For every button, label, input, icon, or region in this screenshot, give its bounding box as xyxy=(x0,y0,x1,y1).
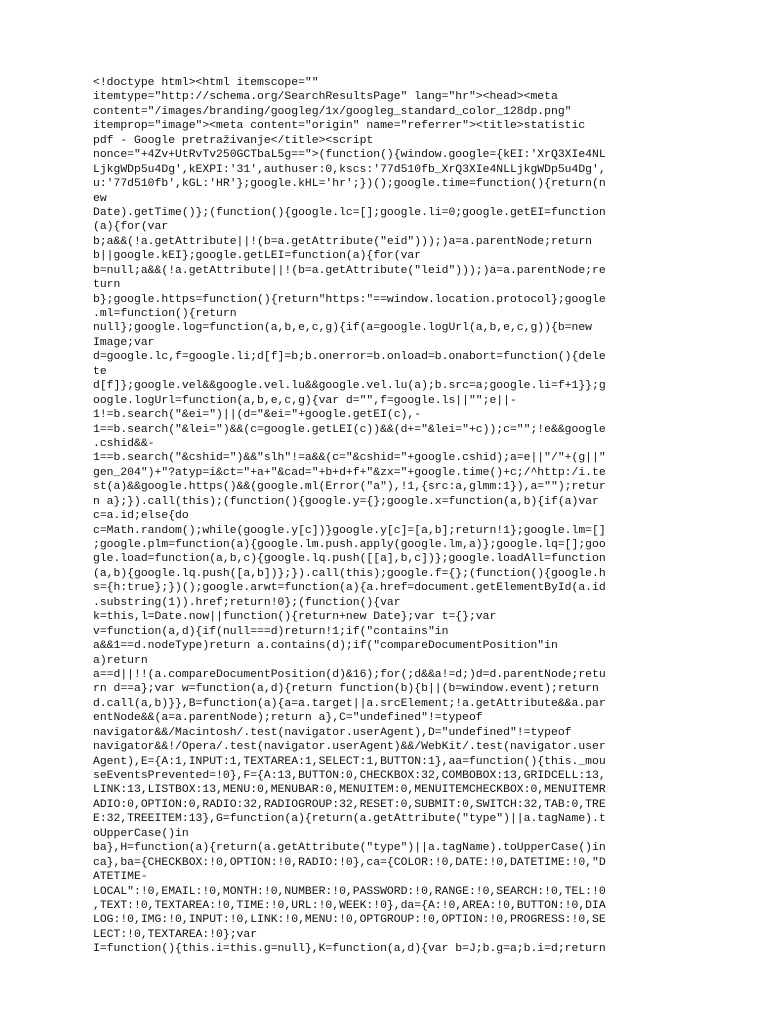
code-line: pdf - Google pretraživanje</title><script xyxy=(93,134,374,147)
code-line: te xyxy=(93,365,107,378)
code-line: seEventsPrevented=!0},F={A:13,BUTTON:0,CHECKBOX:32,COMBOBOX:13,GRIDCELL:13, xyxy=(93,770,606,782)
code-line: 1==b.search("&cshid=")&&"slh"!=a&&(c="&cshid="+google.cshid);a=e||"/"+(g||" xyxy=(93,452,606,465)
code-line: navigator&&/Macintosh/.test(navigator.userAgent),D="undefined"!=typeof xyxy=(93,726,572,739)
code-line: b||google.kEI};google.getLEI=function(a){for(var xyxy=(93,250,422,263)
code-line: (a,b){google.lq.push([a,b])};}).call(this);google.f={};(function(){google.h xyxy=(93,567,606,580)
code-line: itemprop="image"><meta content="origin" name="referrer"><title>statistic xyxy=(93,120,586,133)
code-line: ba},H=function(a){return(a.getAttribute("type")||a.tagName).toUpperCase()in xyxy=(93,842,606,855)
code-line: <!doctype html><html itemscope="" xyxy=(93,77,319,89)
code-line: gen_204")+"?atyp=i&ct="+a+"&cad="+b+d+f+"&zx="+google.time()+c;/^http:/i.te xyxy=(93,466,606,479)
code-line: LjkgWDp5u4Dg',kEXPI:'31',authuser:0,kscs:'77d510fb_XrQ3XIe4NLLjkgWDp5u4Dg', xyxy=(93,163,606,176)
code-line: .cshid&&- xyxy=(93,437,155,450)
code-line: d[f]};google.vel&&google.vel.lu&&google.vel.lu(a);b.src=a;google.li=f+1}};g xyxy=(93,380,606,393)
code-line: 1==b.search("&lei=")&&(c=google.getLEI(c))&&(d+="&lei="+c));c="";!e&&google xyxy=(93,423,606,436)
code-line: ew xyxy=(93,192,107,205)
code-line: Image;var xyxy=(93,336,155,349)
code-line: turn xyxy=(93,279,121,292)
code-line: E:32,TREEITEM:13},G=function(a){return(a.getAttribute("type")||a.tagName).t xyxy=(93,813,606,826)
code-line: nonce="+4Zv+UtRvTv250GCTbaL5g==">(function(){window.google={kEI:'XrQ3XIe4NL xyxy=(93,149,606,162)
code-line: gle.load=function(a,b,c){google.lq.push([[a],b,c])};google.loadAll=function xyxy=(93,553,606,566)
document-page xyxy=(93,76,683,957)
code-line: content="/images/branding/googleg/1x/googleg_standard_color_128dp.png" xyxy=(93,105,572,118)
code-line: oUpperCase()in xyxy=(93,827,189,840)
code-line: LOG:!0,IMG:!0,INPUT:!0,LINK:!0,MENU:!0,OPTGROUP:!0,OPTION:!0,PROGRESS:!0,SE xyxy=(93,914,606,927)
code-line: ADIO:0,OPTION:0,RADIO:32,RADIOGROUP:32,RESET:0,SUBMIT:0,SWITCH:32,TAB:0,TRE xyxy=(93,798,606,811)
code-line: b=null;a&&(!a.getAttribute||!(b=a.getAttribute("leid")));)a=a.parentNode;re xyxy=(93,264,606,277)
code-line: LOCAL":!0,EMAIL:!0,MONTH:!0,NUMBER:!0,PASSWORD:!0,RANGE:!0,SEARCH:!0,TEL:!0 xyxy=(93,885,606,898)
code-line: (a){for(var xyxy=(93,221,169,234)
code-line: k=this,l=Date.now||function(){return+new Date};var t={};var xyxy=(93,611,497,624)
code-line: st(a)&&google.https()&&(google.ml(Error("a"),!1,{src:a,glmm:1}),a="");retur xyxy=(93,481,606,494)
code-line: ATETIME- xyxy=(93,871,148,884)
code-line: a&&1==d.nodeType)return a.contains(d);if("compareDocumentPosition"in xyxy=(93,640,558,653)
code-line: Date).getTime()};(function(){google.lc=[];google.li=0;google.getEI=function xyxy=(93,206,606,219)
code-line: LECT:!0,TEXTAREA:!0};var xyxy=(93,928,258,941)
code-line: itemtype="http://schema.org/SearchResultsPage" lang="hr"><head><meta xyxy=(93,91,558,104)
code-line: oogle.logUrl=function(a,b,e,c,g){var d="",f=google.ls||"";e||- xyxy=(93,394,517,407)
code-line: u:'77d510fb',kGL:'HR'};google.kHL='hr';})();google.time=function(){return(n xyxy=(93,178,606,191)
code-line: a)return xyxy=(93,654,148,667)
code-line: navigator&&!/Opera/.test(navigator.userAgent)&&/WebKit/.test(navigator.user xyxy=(93,741,606,754)
code-line: entNode&&(a=a.parentNode);return a},C="undefined"!=typeof xyxy=(93,712,483,725)
code-line: b;a&&(!a.getAttribute||!(b=a.getAttribute("eid")));)a=a.parentNode;return xyxy=(93,235,592,248)
code-line: ca},ba={CHECKBOX:!0,OPTION:!0,RADIO:!0},ca={COLOR:!0,DATE:!0,DATETIME:!0,"D xyxy=(93,856,606,869)
code-line: ;google.plm=function(a){google.lm.push.apply(google.lm,a)};google.lq=[];goo xyxy=(93,539,606,551)
code-line: b};google.https=function(){return"https:"==window.location.protocol};google xyxy=(93,293,606,306)
code-line: v=function(a,d){if(null===d)return!1;if("contains"in xyxy=(93,625,449,638)
code-line: d.call(a,b)}},B=function(a){a=a.target||a.srcElement;!a.getAttribute&&a.par xyxy=(93,697,606,710)
code-line: ,TEXT:!0,TEXTAREA:!0,TIME:!0,URL:!0,WEEK:!0},da={A:!0,AREA:!0,BUTTON:!0,DIA xyxy=(93,899,606,912)
code-line: .substring(1)).href;return!0};(function(){var xyxy=(93,596,401,609)
code-line: 1!=b.search("&ei=")||(d="&ei="+google.getEI(c),- xyxy=(93,409,422,422)
code-line: d=google.lc,f=google.li;d[f]=b;b.onerror=b.onload=b.onabort=function(){dele xyxy=(93,351,606,364)
code-line: LINK:13,LISTBOX:13,MENU:0,MENUBAR:0,MENUITEM:0,MENUITEMCHECKBOX:0,MENUITEMR xyxy=(93,784,606,797)
code-line: rn d==a};var w=function(a,d){return function(b){b||(b=window.event);return xyxy=(93,683,599,696)
code-line: Agent),E={A:1,INPUT:1,TEXTAREA:1,SELECT:1,BUTTON:1},aa=function(){this._mou xyxy=(93,755,606,768)
code-line: s={h:true};})();google.arwt=function(a){a.href=document.getElementById(a.id xyxy=(93,582,606,595)
code-line: I=function(){this.i=this.g=null},K=function(a,d){var b=J;b.g=a;b.i=d;return xyxy=(93,943,606,956)
code-line: c=Math.random();while(google.y[c])}google.y[c]=[a,b];return!1};google.lm=[] xyxy=(93,524,606,537)
code-line: a==d||!!(a.compareDocumentPosition(d)&16);for(;d&&a!=d;)d=d.parentNode;retu xyxy=(93,668,606,681)
code-line: null};google.log=function(a,b,e,c,g){if(a=google.logUrl(a,b,e,c,g)){b=new xyxy=(93,322,592,335)
code-line: c=a.id;else{do xyxy=(93,510,189,523)
code-line: .ml=function(){return xyxy=(93,308,237,320)
code-line: n a};}).call(this);(function(){google.y={};google.x=function(a,b){if(a)var xyxy=(93,495,599,508)
